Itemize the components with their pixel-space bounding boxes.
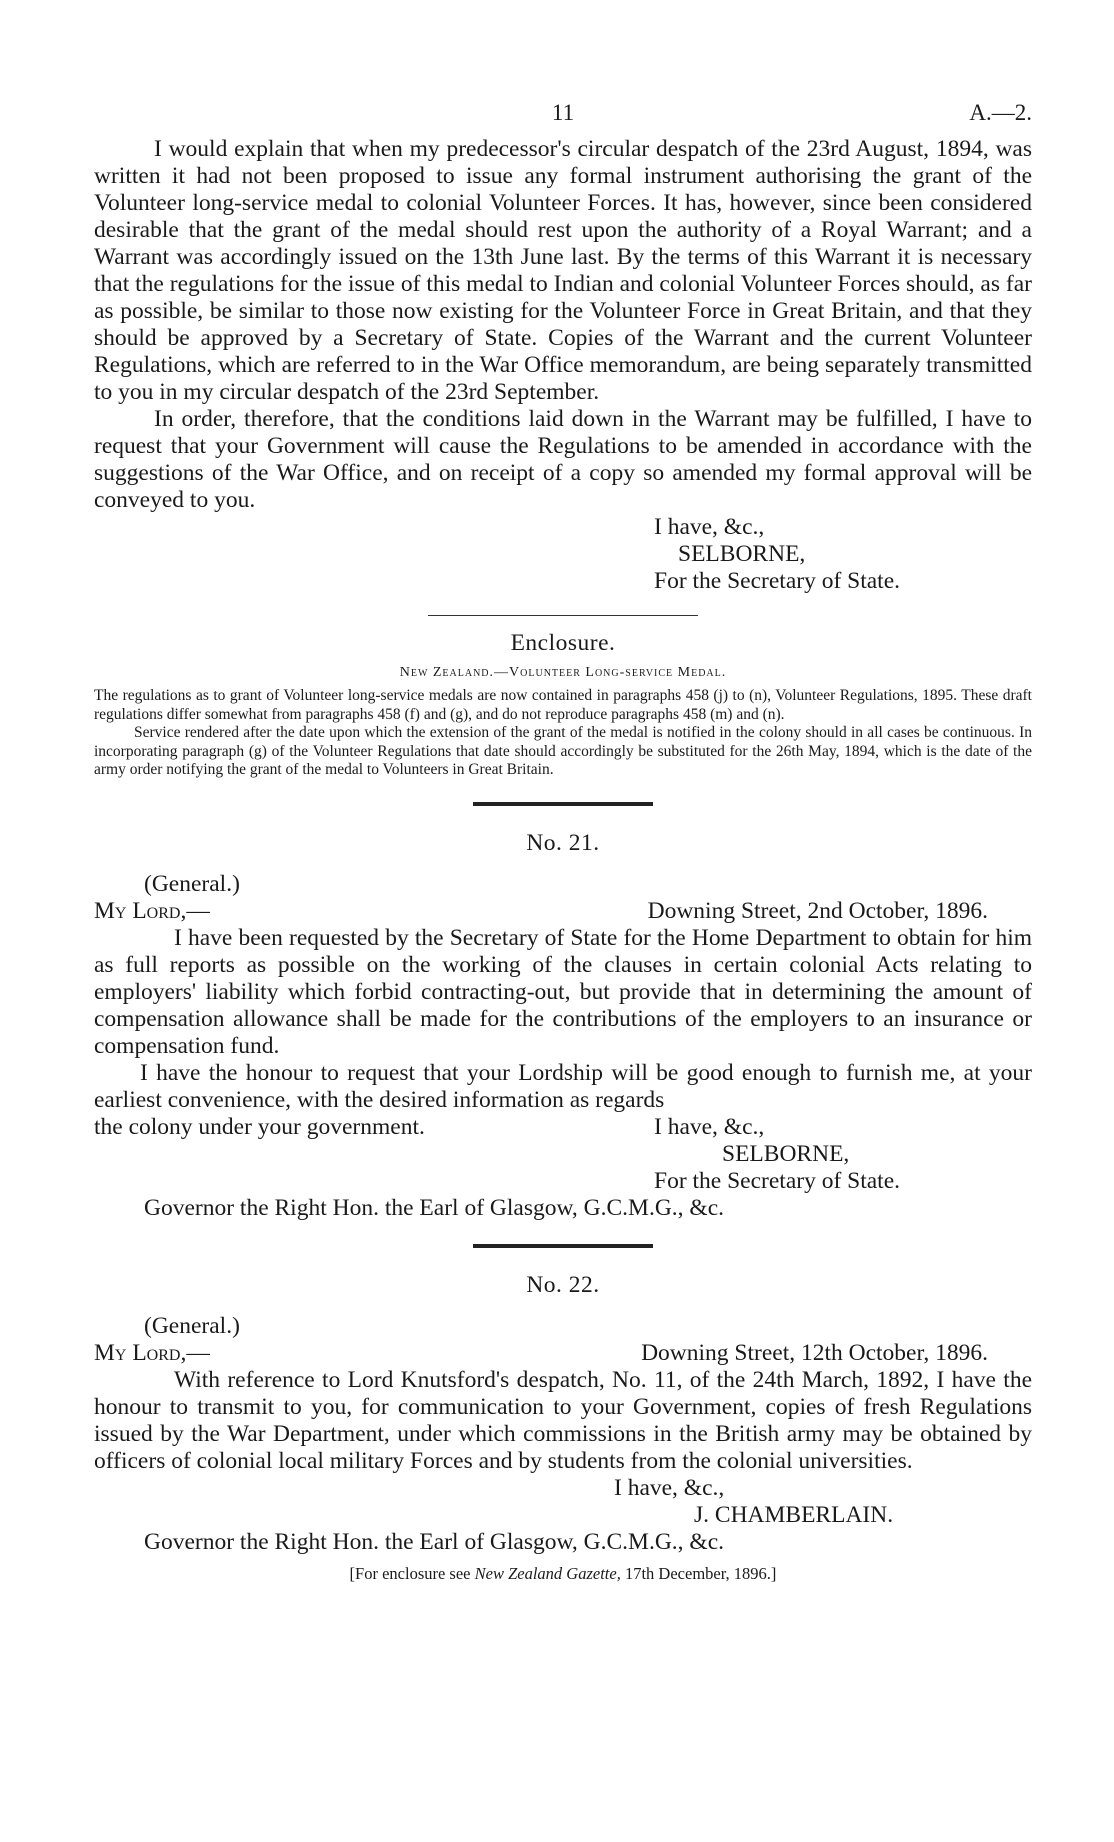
- letter-paragraph: With reference to Lord Knutsford's despatch, No. 11, of the 24th March, 1892, I have the honour to transmit to you, for communication to your Government, copies of fresh Regulations issued by the War Department, under which commissions in the British army may be obtained by officers of colonial local military Forces and by students from the colonial universities.: [94, 1366, 1032, 1474]
- enclosure-note-suffix: 17th December, 1896.]: [620, 1563, 777, 1583]
- letter-paragraph: I would explain that when my predecessor's circular despatch of the 23rd August, 1894, was written it had not been proposed to issue any formal instrument authorising the grant of the Volunteer long-service medal to colonial Volunteer Forces. It has, however, since been considered desirable that the grant of the medal should rest upon the authority of a Royal Warrant; and a Warrant was accordingly issued on the 13th June last. By the terms of this Warrant it is necessary that the regulations for the issue of this medal to Indian and colonial Volunteer Forces should, as far as possible, be similar to those now existing for the Volunteer Force in Great Britain, and that they should be approved by a Secretary of State. Copies of the Warrant and the current Volunteer Regulations, which are referred to in the War Office memorandum, are being separately transmitted to you in my circular despatch of the 23rd September.: [94, 136, 1032, 405]
- closing-line: I have, &c.,: [654, 514, 765, 540]
- salutation-line: [94, 1340, 1032, 1367]
- letter-continuation: [94, 136, 1032, 595]
- section-divider: [473, 1244, 653, 1248]
- despatch-no-21: [94, 830, 1032, 1222]
- salutation-line: [94, 898, 1032, 925]
- gazette-name: New Zealand Gazette,: [474, 1563, 621, 1583]
- letter-paragraph: I have the honour to request that your Lordship will be good enough to furnish me, at your earliest convenience, with the desired information as regards: [94, 1059, 1032, 1113]
- classification: (General.): [144, 870, 240, 897]
- signature-block: [654, 1141, 1032, 1195]
- salutation: My Lord,—: [94, 1339, 210, 1366]
- enclosure-paragraph: The regulations as to grant of Volunteer long-service medals are now contained in paragraphs 458 (j) to (n), Volunteer Regulations, 1895. These draft regulations differ somewhat from paragraphs 458 (f) and (g), and do not reproduce paragraphs 458 (m) and (n).: [94, 687, 1032, 723]
- signature-block: [654, 514, 1032, 595]
- enclosure-note-prefix: [For enclosure see: [349, 1563, 475, 1583]
- signature: J. CHAMBERLAIN.: [694, 1501, 894, 1528]
- document-page: [94, 100, 1032, 1584]
- enclosure-title: Enclosure.: [510, 630, 616, 656]
- closing-line: I have, &c.,: [654, 1113, 765, 1140]
- closing-line: I have, &c.,: [614, 1474, 725, 1501]
- enclosure-subtitle: New Zealand.—Volunteer Long-service Medal.: [399, 665, 727, 680]
- section-divider: [473, 802, 653, 806]
- document-reference: A.—2.: [969, 100, 1032, 125]
- signature-block: [614, 1475, 1032, 1529]
- addressee: Governor the Right Hon. the Earl of Glasgow, G.C.M.G., &c.: [144, 1528, 725, 1555]
- letter-paragraph: I have been requested by the Secretary of State for the Home Department to obtain for him as full reports as possible on the working of the clauses in certain colonial Acts relating to employers' liability which forbid contracting-out, but provide that in determining the amount of compensation allowance shall be made for the contributions of the employers to an insurance or compensation fund.: [94, 924, 1032, 1059]
- page-number: 11: [551, 100, 575, 125]
- salutation: My Lord,—: [94, 897, 210, 924]
- section-divider: [428, 615, 698, 616]
- despatch-number: No. 22.: [526, 1271, 600, 1298]
- despatch-number: No. 21.: [526, 829, 600, 856]
- signature: SELBORNE,: [722, 1140, 850, 1167]
- signature-title: For the Secretary of State.: [654, 1167, 901, 1194]
- addressee: Governor the Right Hon. the Earl of Glasgow, G.C.M.G., &c.: [144, 1194, 725, 1221]
- paragraph-last-line: the colony under your government.: [94, 1113, 425, 1140]
- enclosure-paragraph: Service rendered after the date upon which the extension of the grant of the medal is notified in the colony should in all cases be continuous. In incorporating paragraph (g) of the Volunteer Regulations that date should accordingly be substituted for the 26th May, 1894, which is the date of the army order notifying the grant of the medal to Volunteers in Great Britain.: [94, 724, 1032, 778]
- enclosure: [94, 630, 1032, 780]
- page-header: [94, 100, 1032, 134]
- enclosure-body: [94, 687, 1032, 780]
- despatch-no-22: [94, 1272, 1032, 1584]
- enclosure-note: [94, 1564, 1032, 1584]
- classification: (General.): [144, 1312, 240, 1339]
- signature-title: For the Secretary of State.: [654, 568, 901, 594]
- signature: SELBORNE,: [678, 541, 806, 567]
- letter-paragraph: In order, therefore, that the conditions laid down in the Warrant may be fulfilled, I have to request that your Government will cause the Regulations to be amended in accordance with the suggestions of the War Office, and on receipt of a copy so amended my formal approval will be conveyed to you.: [94, 406, 1032, 513]
- closing-line-row: [94, 1114, 1032, 1141]
- place-date: Downing Street, 12th October, 1896.: [641, 1339, 988, 1366]
- place-date: Downing Street, 2nd October, 1896.: [647, 897, 988, 924]
